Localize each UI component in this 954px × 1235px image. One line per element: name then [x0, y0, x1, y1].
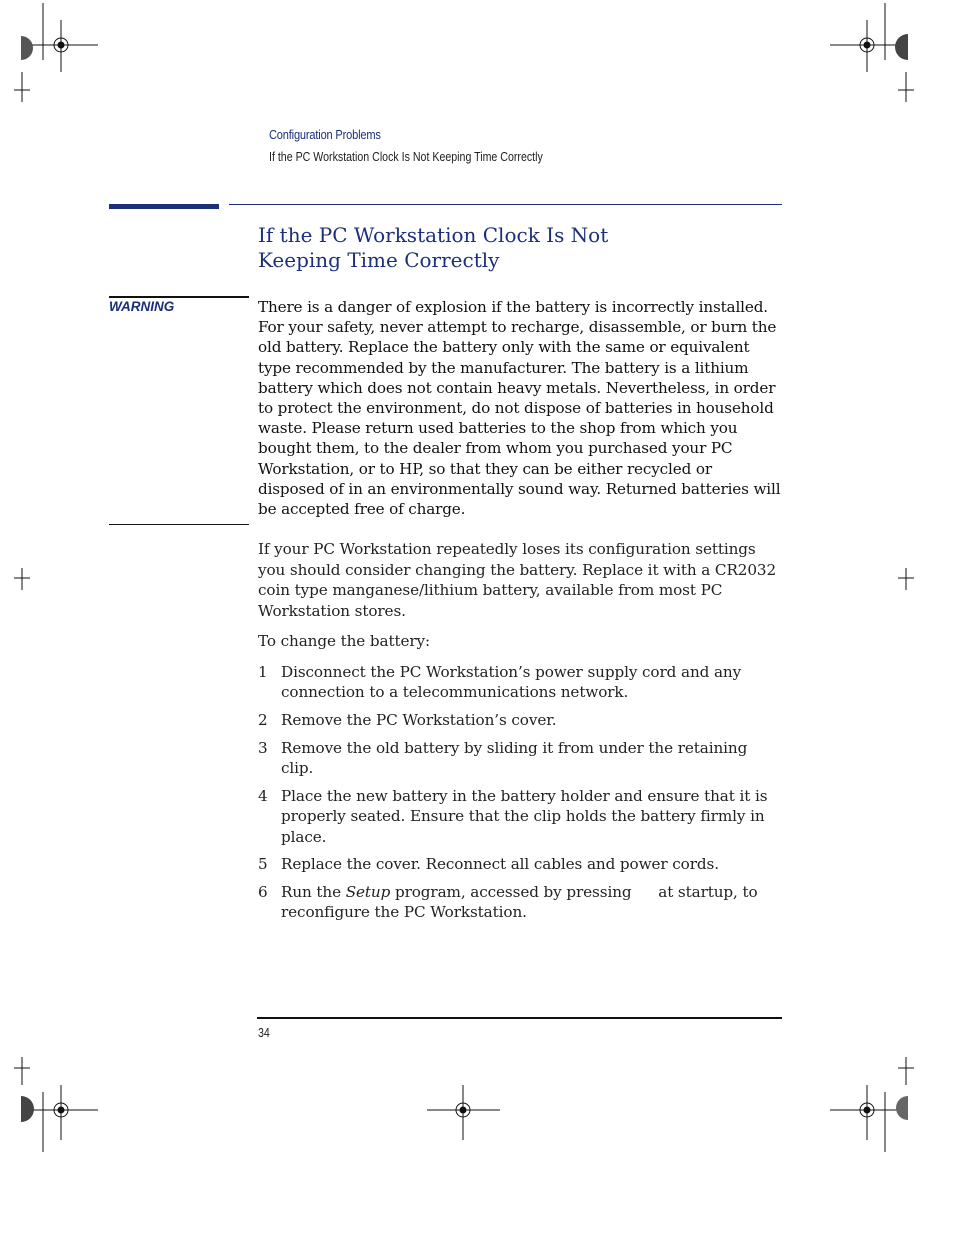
- step-number: 1: [258, 663, 268, 681]
- list-item: [258, 710, 778, 730]
- page-number: 34: [258, 1026, 270, 1040]
- step-text: Remove the old battery by sliding it from under the retaining clip.: [281, 738, 748, 778]
- warning-rule-top: [109, 296, 249, 298]
- lead-in-paragraph: To change the battery:: [258, 632, 431, 650]
- step-number: 3: [258, 738, 268, 757]
- setup-program-name: Setup: [345, 883, 391, 902]
- step-text: Remove the PC Workstation’s cover.: [281, 711, 557, 730]
- page-title: [258, 223, 778, 273]
- step-number: 5: [258, 855, 268, 874]
- list-item: [258, 882, 778, 923]
- warning-label: WARNING: [109, 299, 175, 314]
- list-item: [258, 854, 778, 874]
- section-rule-thin: [229, 204, 782, 205]
- list-item: [258, 738, 778, 779]
- step-text-before: Run the: [281, 883, 346, 902]
- section-rule-thick: [109, 204, 219, 209]
- running-header-topic: If the PC Workstation Clock Is Not Keeping Time Correctly: [269, 150, 543, 164]
- step-text: [281, 882, 778, 923]
- step-number: 4: [258, 786, 268, 805]
- page-title-line-2: Keeping Time Correctly: [258, 248, 500, 272]
- footer-rule: [257, 1017, 782, 1019]
- intro-paragraph: If your PC Workstation repeatedly loses its configuration settings you should consider changing the battery. Replace it with a CR2032 coin type manganese/lithium battery, available from most PC Workstation stores.: [258, 540, 777, 620]
- step-text-after: at startup, to reconfigure the PC Workstation.: [281, 883, 758, 922]
- warning-rule-bottom: [109, 524, 249, 525]
- step-text: Place the new battery in the battery holder and ensure that it is properly seated. Ensure that the clip holds the battery firmly in place.: [281, 786, 768, 846]
- steps-list: [258, 662, 778, 930]
- step-number: 2: [258, 711, 268, 730]
- running-header-section: Configuration Problems: [269, 127, 381, 142]
- step-text: Replace the cover. Reconnect all cables and power cords.: [281, 855, 719, 874]
- page-title-line-1: If the PC Workstation Clock Is Not: [258, 223, 609, 247]
- step-number: 6: [258, 883, 268, 902]
- list-item: [258, 662, 778, 703]
- warning-text: There is a danger of explosion if the battery is incorrectly installed. For your safety, never attempt to recharge, disassemble, or burn the old battery. Replace the battery only with the same or equivalent type recommended by the manufacturer. The battery is a lithium battery which does not contain heavy metals. Nevertheless, in order to protect the environment, do not dispose of batteries in household waste. Please return used batteries to the shop from which you bought them, to the dealer from whom you purchased your PC Workstation, or to HP, so that they can be either recycled or disposed of in an environmentally sound way. Returned batteries will be accepted free of charge.: [258, 298, 781, 519]
- step-text-middle: program, accessed by pressing: [390, 883, 632, 902]
- list-item: [258, 786, 778, 847]
- step-text: Disconnect the PC Workstation’s power supply cord and any connection to a telecommunications network.: [281, 663, 742, 702]
